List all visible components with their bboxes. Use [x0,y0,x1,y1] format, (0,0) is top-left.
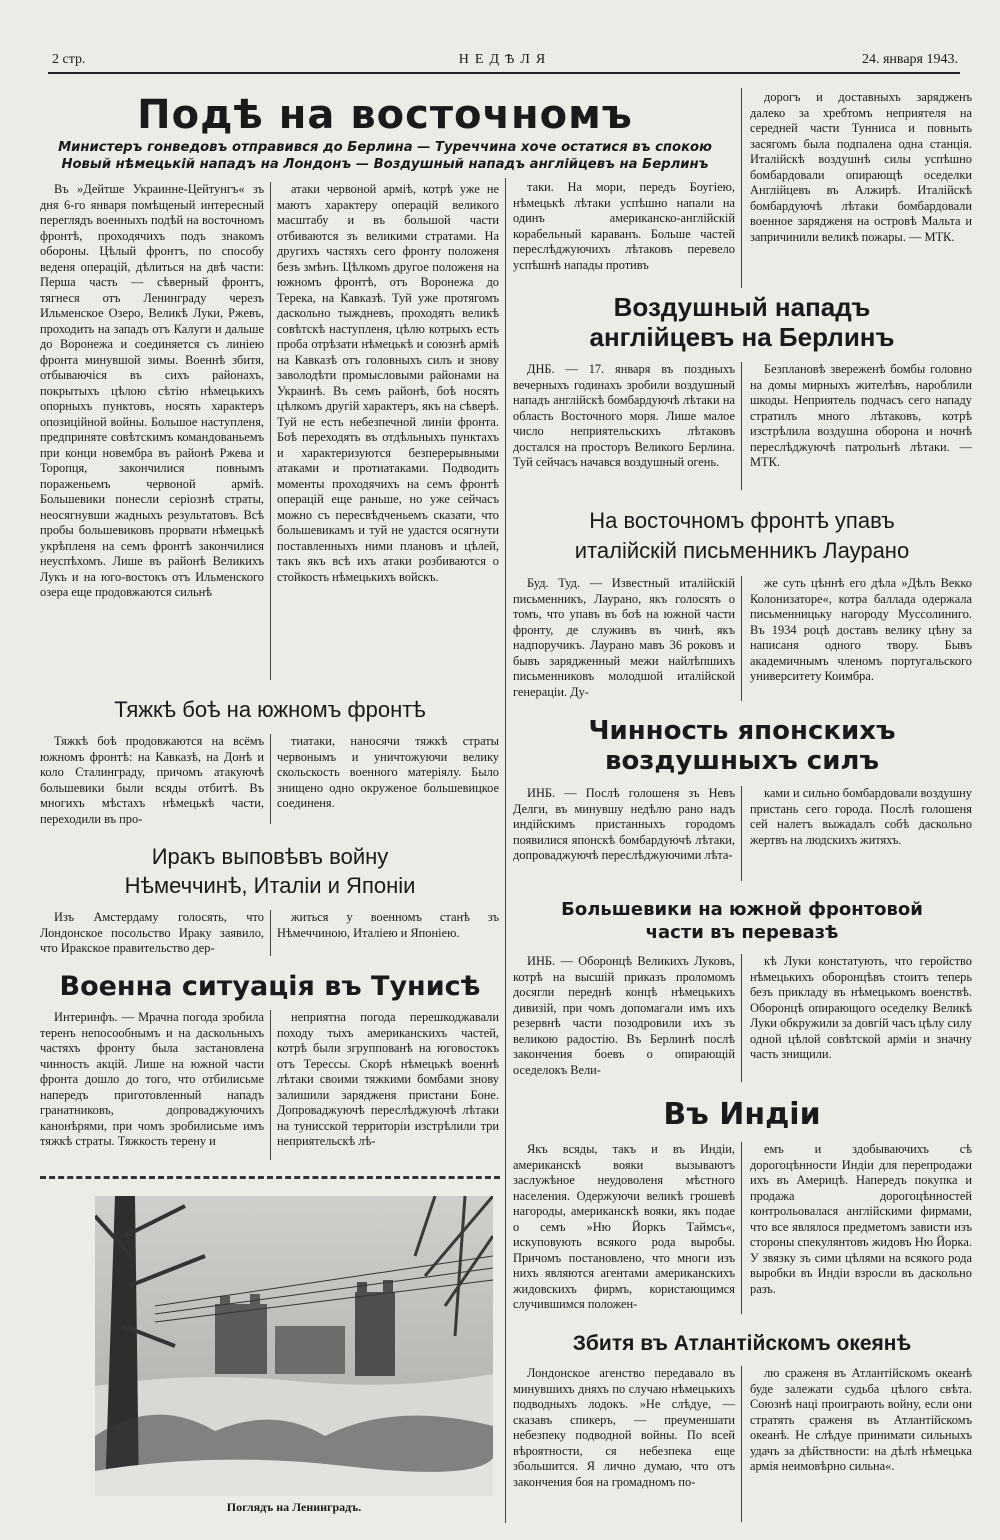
main-headline-box [40,92,730,138]
iraq-col-1 [40,910,264,960]
japan-col-2 [750,786,972,884]
india-col-2 [750,1142,972,1318]
atlantic-headline-box [512,1330,972,1360]
bolsh-headline-1: Большевики на южной фронтовой [561,899,923,920]
paragraph: дорогъ и доставныхъ зарядженъ далеко за хребтомъ неприятеля на середней части Тунниса и повныть засягомъ была подпалена одна станція. Италійскѣ воздушнѣ силы успѣшно бомбардовали опирающѣ оседелки Англійцевъ въ Алжирѣ. Италійскѣ бомбардуючѣ лѣтаки бомбардовали военное зарядженя на островѣ Мальта и запричинили великѣ пожары. — МТК. [750,90,972,244]
iraq-headline-1: Иракъ выповѣвъ войну [151,844,389,869]
page-number: 2 стр. [52,52,86,67]
bolsh-col-2 [750,954,972,1084]
atlantic-col-2 [750,1366,972,1526]
paragraph: Тяжкѣ боѣ продовжаются на всёмъ южномъ фронтѣ: на Кавказѣ, на Донѣ и коло Сталинграду, причомъ атакуючѣ большевики были всяды отбитѣ. Въ многихъ мѣстахъ нѣмецькѣ части, переходили въ про- [40,734,264,826]
page-header [52,52,958,70]
paragraph: таки. На мори, передъ Боугіею, нѣмецькѣ лѣтаки успѣшно напали на одинъ американско-англійскій корабельный караванъ. Больше частей переслѣджуючихъ лѣтаковъ перевело успѣшнѣ напады противъ [513,180,735,272]
tunis-headline-box [40,970,500,1006]
paragraph: ками и сильно бомбардовали воздушну пристань сего города. Послѣ голошеня сей налетъ выжадалъ собѣ даскольно жертвъ на людскихъ житяхъ. [750,786,972,847]
main-subheads [40,139,730,175]
south-col-2 [277,734,499,830]
column-divider [741,1142,742,1314]
column-divider [270,734,271,824]
tunis-col-1 [40,1010,264,1162]
paragraph: лю сраженя въ Атлантійскомъ океанѣ буде залежати судьба цѣлого свѣта. Союзнѣ наці проиграють войну, если они стратять сраженя въ Атлантійскомъ океанѣ. Не слѣдуе принимати сильныхъ удачъ за дѣйствности: на дѣлѣ нѣмецька армія неимовѣрно сильна«. [750,1366,972,1473]
paragraph: атаки червоной арміѣ, котрѣ уже не маютъ характеру операцій великого масштабу и въ большой части отбиваются зъ великими стратами. На другихъ частяхъ сего фронту положеня безъ змѣнъ. Цѣлкомъ другое положеня на южномъ фронтѣ, отъ Воронежа до Терека, на Кавказѣ. Туй уже протягомъ даскольно тыждневъ, проходять великѣ совѣтскѣ наступленя, цѣлю котрыхъ есть проба отрѣзати нѣмецькѣ и союзнѣ арміѣ на Кавказѣ отъ головныхъ силъ и знову заволодѣти промысловыми районами на Украинѣ. Въ семъ районѣ, боѣ носять цѣлкомъ другій характеръ, якъ на сѣверѣ. Туй не есть небезпечной линіи фронта. Боѣ переходять въ отдѣльныхъ пунктахъ и характеризуются безперерывными атаками и протиатаками. Подводить моменты проходячихъ на семъ фронтѣ операцій еще раньше, но уже сейчасъ можно съ пересвѣдченьемъ сказати, что большевикамъ и туй не удастся осягнути поставленныхъ ними плановъ и цѣлей, такъ якъ всѣ ихъ атаки розбиваются о стойкость нѣмецькихъ войскъ. [277,182,499,584]
paragraph: житься у военномъ станѣ зъ Нѣмеччиною, Италіею и Японіею. [277,910,499,940]
south-col-1 [40,734,264,830]
main-article-col-3 [513,180,735,280]
raid-headline-2: англійцевъ на Берлинъ [589,322,895,352]
india-col-1 [513,1142,735,1318]
raid-col-2 [750,362,972,492]
laurano-headline-2: италійскій письменникъ Лаурано [574,538,910,563]
paragraph: Буд. Туд. — Известный италійскій письменникъ, Лаурано, якъ голосять о томъ, что упавъ въ боѣ на южной части фронту, де служивъ въ чинѣ, якъ надпоручикъ. Лаурано мавъ 36 роковъ и бывъ зарядженный межи найлѣпшихъ письменниковъ молодшой италійской генераціи. Ду- [513,576,735,699]
bolsh-col-1 [513,954,735,1084]
paragraph: тиатаки, наносячи тяжкѣ страты червонымъ и уничтожуючи велику скольскость военного матеріялу. Было знищено одно окруженое большевицкое соединеня. [277,734,499,810]
leningrad-photo [95,1196,493,1496]
iraq-col-2 [277,910,499,960]
paragraph: Изъ Амстердаму голосять, что Лондонское посольство Ираку заявило, что Иракское правительство дер- [40,910,264,955]
column-divider [741,362,742,490]
paragraph: Безплановѣ звереженѣ бомбы головно на домы мирныхъ жителѣвъ, нароблили шкоды. Неприятель подчасъ сего нападу стратилъ много лѣтаковъ, котрѣ изстрѣлила воздушна оборона и ночнѣ переслѣджуючѣ патрольнѣ лѣтаки. — МТК. [750,362,972,469]
newspaper-name: НЕДѢЛЯ [458,52,552,67]
paragraph: Интеринфъ. — Мрачна погода зробила теренъ непосообнымъ и на даскольныхъ частяхъ фронту была застановлена чинность акцій. Лише на южной части фронта дошло до того, что отбилисьме напередъ приготовленный нападъ гранатниковъ, допроваджуючихъ канонѣрями, при чомъ зробилисьме имъ тяжкѣ страты. Тяжкость терену и [40,1010,264,1148]
atlantic-col-1 [513,1366,735,1526]
tunis-headline: Военна ситуація въ Тунисѣ [59,971,481,1002]
laurano-headline-box [512,506,972,568]
paragraph: Въ »Дейтше Украинне-Цейтунгъ« зъ дня 6-го января помѣщеный интересный переглядъ военныхъ подѣй на восточномъ фронтѣ, проходячихъ подъ знакомъ обороны. Цѣлый фронтъ, по способу веденя операцій, дѣлиться на двѣ части: Перша часть — сѣверный фронтъ, тягнеся отъ Ленинграду черезъ Ильменское Озеро, Великѣ Луки, Ржевъ, проходить на западъ отъ Калуги и дальше до Воронежа и соединяется съ линіею фронта минувшой зимы. Военнѣ збитя, отбываючіся въ сихъ районахъ, покрытыхъ цѣлою сѣтію нѣмецькихъ опорныхъ пунктовъ, носять характеръ опозиційной войны. Большое наступленя, предприняте совѣтскимъ командованьемъ при конци новембра въ районѣ Ржева и Торопця, закончилися повнымъ пораженьемъ червоной арміѣ. Большевики понесли серіознѣ страты, неосягнувши жадныхъ результатовъ. Всѣ пробы большевиковъ прорвати нѣмецькѣ укрѣпленя на семъ фронтѣ закончилися неуспѣхомъ. Лише въ районѣ Великихъ Лукъ и на юго-востокъ отъ Ильменского озера еще продовжаются сильнѣ [40,182,264,599]
south-headline-box [40,694,500,728]
column-divider [741,88,742,288]
iraq-headline-2: Нѣмеччинѣ, Италіи и Японіи [124,873,416,898]
main-article-col-2 [277,182,499,680]
paragraph: Лондонское агенство передавало въ минувшихъ дняхъ по случаю нѣмецькихъ подводныхъ лодокъ. »Не слѣдуе, — сказавъ спикеръ, — преуменшати небезпеку подводной войны. По всей вѣроятности, ся небезпека еще збольшится. Я лично думаю, что отъ закончения боя на громадномъ по- [513,1366,735,1489]
photo-caption: Поглядъ на Ленинградъ. [226,1500,362,1514]
tunis-col-2 [277,1010,499,1162]
issue-date: 24. января 1943. [861,52,958,67]
column-divider [741,1366,742,1522]
india-headline-box [512,1096,972,1136]
bolsh-headline-2: части въ перевазѣ [645,922,839,943]
paragraph: ИНБ. — Оборонцѣ Великихъ Луковъ, котрѣ на высшій приказъ проломомъ досягли переднѣ концѣ нѣмецькихъ дивизій, при чомъ допомагали имъ ихъ резервнѣ части позодровили ихъ зъ великою радостію. Въ Берлинѣ послѣ закончения боевъ о опирающій оседелокъ Вели- [513,954,735,1077]
main-headline: Подѣ на восточномъ [137,92,633,138]
main-subhead-1: Министеръ гонведовъ отправився до Берлина — Туреччина хоче остатися въ спокою [58,140,712,155]
paragraph: неприятна погода перешкоджавали походу тыхъ американскихъ частей, котрѣ были згруппованѣ на юговостокъ отъ Тересcы. Скорѣ нѣмецькѣ военнѣ лѣтаки своими тяжкими бомбами знову залишили зарядженя пристани Боне. Допроваджуючѣ переслѣджуючѣ лѣтаки на тунисской территоріи изстрѣлили три неприятельскѣ лѣ- [277,1010,499,1148]
main-article-col-1 [40,182,264,680]
column-divider [270,1010,271,1160]
japan-headline-box [512,716,972,778]
japan-headline-2: воздушныхъ силъ [604,746,880,776]
main-subhead-2: Новый нѣмецькій нападъ на Лондонъ — Воздушный нападъ англійцевъ на Берлинъ [61,157,709,172]
paragraph: ДНБ. — 17. января въ поздныхъ вечерныхъ годинахъ зробили воздушный нападъ англійскѣ бомбардуючѣ лѣтаки на область Восточного моря. Лише малое число неприятельскихъ лѣтаковъ достался на просторъ Великого Берлина. Туй сейчасъ начався воздушный огень. [513,362,735,469]
paragraph: ИНБ. — Послѣ голошеня зъ Невъ Делги, въ минувшу недѣлю рано надъ индійскимъ пристанныхъ городомъ появилися японскѣ бомбардуючѣ лѣтаки, допроваджуючѣ переслѣджуючими лѣта- [513,786,735,862]
paragraph: кѣ Луки констатують, что геройство нѣмецькихъ оборонцѣвъ стоитъ теперь безъ прикладу въ нѣмецькомъ военствѣ. Оборонцѣ опирающого оседелку Великѣ Луки обкружили за довгій часъ цѣлу силу одной цѣлой совѣтской арміи и значну часть знищили. [750,954,972,1061]
laurano-col-2 [750,576,972,704]
atlantic-headline: Збитя въ Атлантійскомъ океянѣ [572,1332,912,1355]
india-headline: Въ Индіи [663,1097,821,1132]
raid-col-1 [513,362,735,492]
header-rule [48,72,960,74]
column-divider [741,954,742,1082]
laurano-headline-1: На восточномъ фронтѣ упавъ [589,508,895,533]
column-divider [270,182,271,680]
south-headline: Тяжкѣ боѣ на южномъ фронтѣ [114,697,426,722]
column-divider [270,910,271,956]
raid-headline-1: Воздушный нападъ [613,292,871,322]
raid-headline-box [512,292,972,354]
japan-col-1 [513,786,735,884]
laurano-col-1 [513,576,735,704]
section-divider [40,1176,500,1179]
iraq-headline-box [40,842,500,902]
column-divider [505,178,506,1523]
paragraph: же суть цѣннѣ его дѣла »Дѣлъ Векко Колонизаторе«, котра баллада одержала письменницьку нагороду Муссолиниго. Въ 1934 роцѣ доставъ велику цѣну за написаня одного твору. Бывъ академичнымъ членомъ португальского университету Коимбра. [750,576,972,683]
bolsh-headline-box [512,898,972,946]
column-divider [741,576,742,701]
japan-headline-1: Чинность японскихъ [588,716,896,746]
column-divider [741,786,742,881]
paragraph: Якъ всяды, такъ и въ Индіи, американскѣ вояки вызываютъ заслужѣное неудоволеня мѣстного населения. Одержуючи великѣ грошевѣ нагороды, американскѣ вояки, якъ подае о семъ »Ню Йоркъ Таймсъ«, искуповують всякого рода выробы. Причомъ постановлено, что многи изъ нихъ являются агентами американскихъ жидовскихъ фирмъ, користающимся случившимся положен- [513,1142,735,1311]
paragraph: емъ и здобываючихъ сѣ дорогоцѣнности Индіи для перепродажи ихъ въ Америцѣ. Напередъ покупка и продажа дорогоцѣнностей контрольовалася англійскими фирмами, что все являлося предметомъ зависти изъ стороны спекулянтовъ жидовъ Ню Йорка. У звязку зъ сими цѣлями на всякого рода выробки въ Индіи взросли въ даскольно разъ. [750,1142,972,1296]
main-article-col-4 [750,90,972,285]
